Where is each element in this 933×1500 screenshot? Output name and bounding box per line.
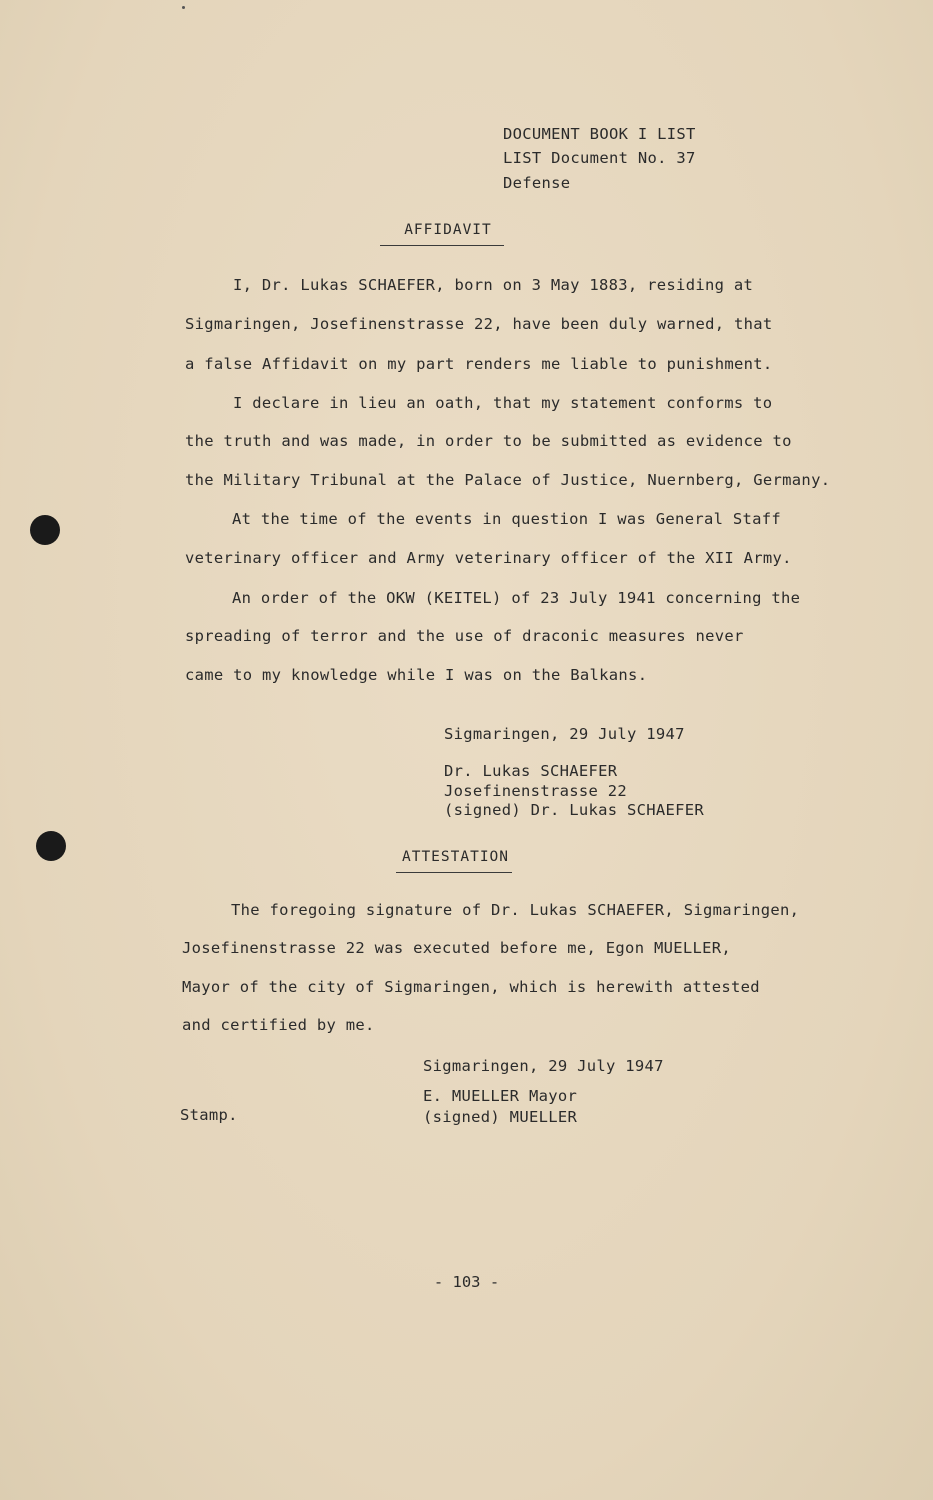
header-line-3: Defense [503,174,571,192]
header-line-1: DOCUMENT BOOK I LIST [503,125,696,143]
affidavit-title: AFFIDAVIT [404,222,492,238]
attestation-line-3: Mayor of the city of Sigmaringen, which is herewith attested [182,978,760,996]
affidavit-line-6: the Military Tribunal at the Palace of Justice, Nuernberg, Germany. [185,471,831,489]
affidavit-signature-line-2: Josefinenstrasse 22 [444,782,628,800]
affidavit-line-5: the truth and was made, in order to be submitted as evidence to [185,432,792,450]
affidavit-title-underline [380,245,504,246]
paper-speck [182,6,185,9]
attestation-line-2: Josefinenstrasse 22 was executed before me, Egon MUELLER, [182,939,732,957]
affidavit-signature-line-1: Dr. Lukas SCHAEFER [444,762,618,780]
header-line-2: LIST Document No. 37 [503,149,696,167]
affidavit-line-4: I declare in lieu an oath, that my statement conforms to [233,394,773,412]
punch-hole-bottom [36,831,66,861]
attestation-line-1: The foregoing signature of Dr. Lukas SCHAEFER, Sigmaringen, [231,901,800,919]
attestation-line-4: and certified by me. [182,1016,375,1034]
affidavit-signature-line-3: (signed) Dr. Lukas SCHAEFER [444,801,705,819]
affidavit-line-1: I, Dr. Lukas SCHAEFER, born on 3 May 1883, residing at [233,276,754,294]
page-number: - 103 - [433,1273,500,1291]
affidavit-line-7: At the time of the events in question I was General Staff [232,510,782,528]
affidavit-line-11: came to my knowledge while I was on the Balkans. [185,666,648,684]
attestation-signature-line-1: E. MUELLER Mayor [423,1087,578,1105]
affidavit-line-2: Sigmaringen, Josefinenstrasse 22, have been duly warned, that [185,315,773,333]
affidavit-line-10: spreading of terror and the use of draconic measures never [185,627,744,645]
affidavit-place-date: Sigmaringen, 29 July 1947 [444,725,685,743]
attestation-place-date: Sigmaringen, 29 July 1947 [423,1057,664,1075]
affidavit-line-3: a false Affidavit on my part renders me liable to punishment. [185,355,773,373]
attestation-title-underline [396,872,512,873]
affidavit-line-9: An order of the OKW (KEITEL) of 23 July 1941 concerning the [232,589,801,607]
punch-hole-top [30,515,60,545]
affidavit-line-8: veterinary officer and Army veterinary officer of the XII Army. [185,549,792,567]
stamp-label: Stamp. [180,1106,238,1124]
attestation-title: ATTESTATION [401,849,510,865]
attestation-signature-line-2: (signed) MUELLER [423,1108,578,1126]
